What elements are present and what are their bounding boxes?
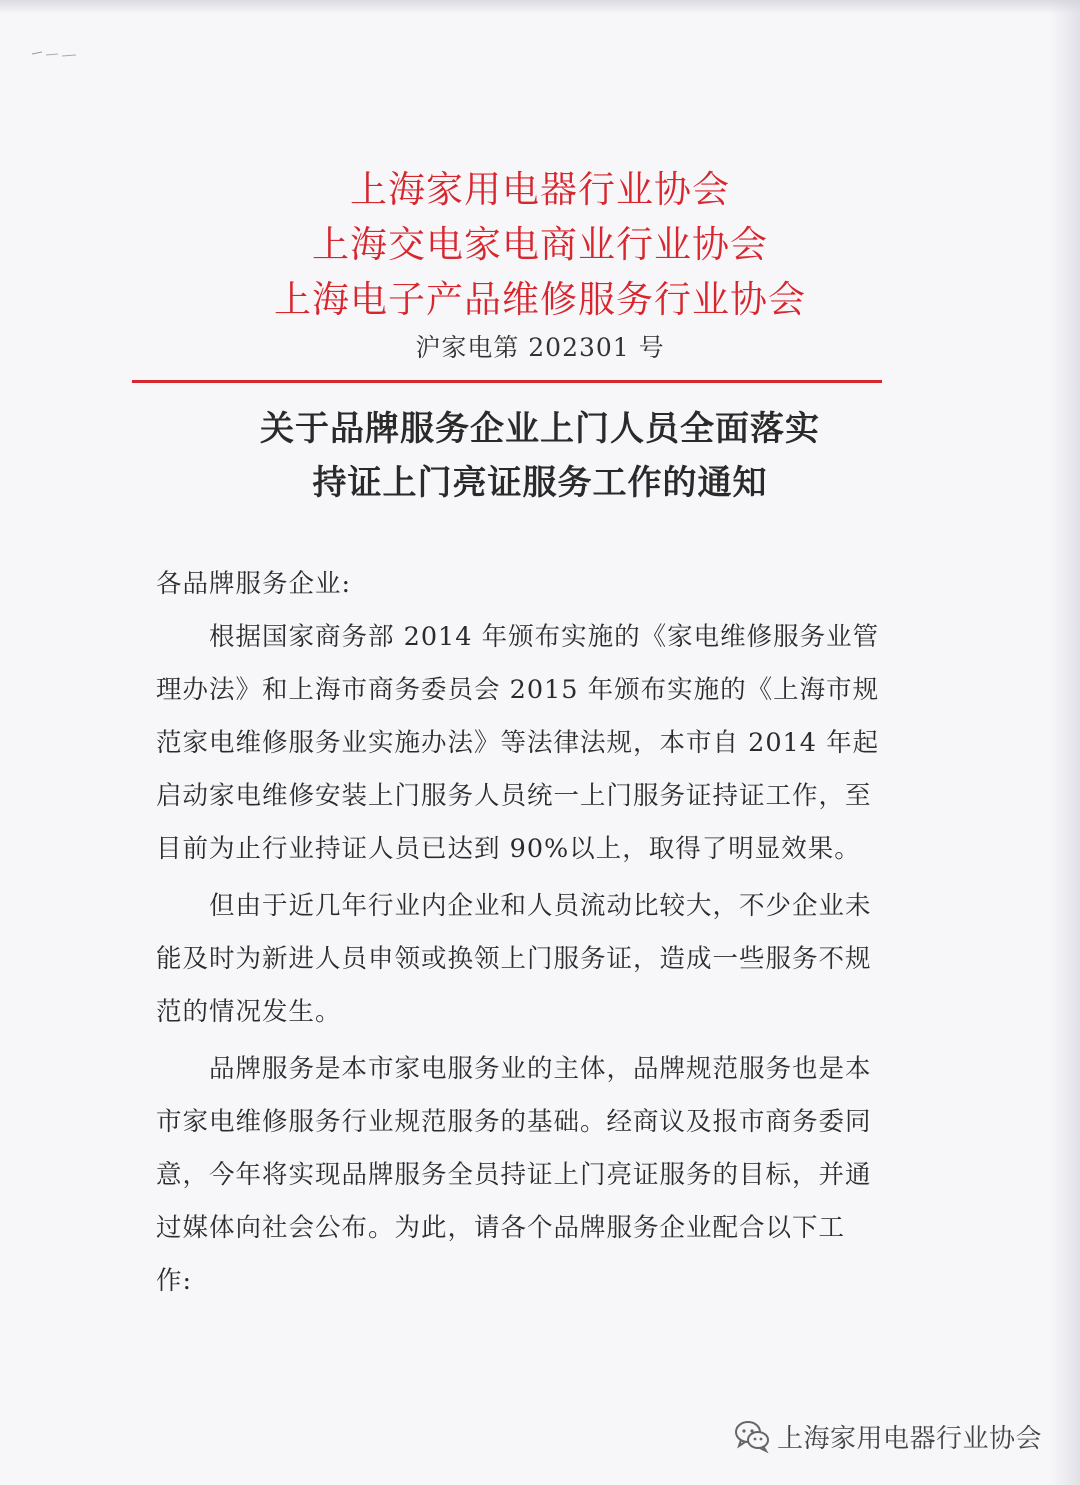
salutation: 各品牌服务企业: [156,569,352,599]
scan-mark-decoration [30,40,90,70]
paragraph-line: 启动家电维修安装上门服务人员统一上门服务证持证工作，至 [156,781,872,811]
paragraph-line: 范的情况发生。 [156,997,342,1027]
scan-edge-top [0,0,1080,14]
paragraph-line: 过媒体向社会公布。为此，请各个品牌服务企业配合以下工 [156,1213,846,1243]
organization-name: 上海电子产品维修服务行业协会 [274,278,806,321]
paragraph-line: 能及时为新进人员申领或换领上门服务证，造成一些服务不规 [156,944,872,974]
organization-name: 上海交电家电商业行业协会 [312,223,768,266]
title-line: 关于品牌服务企业上门人员全面落实 [260,409,820,449]
paragraph-line: 市家电维修服务行业规范服务的基础。经商议及报市商务委同 [156,1107,872,1137]
paragraph-line: 但由于近几年行业内企业和人员流动比较大，不少企业未 [156,891,872,921]
organization-name: 上海家用电器行业协会 [350,168,730,211]
document-number: 沪家电第 202301 号 [415,333,665,362]
title-line: 持证上门亮证服务工作的通知 [312,463,768,503]
red-divider [132,380,882,383]
paragraph-line: 作: [156,1266,193,1296]
notice-title [0,402,1080,510]
paragraph-line: 范家电维修服务业实施办法》等法律法规，本市自 2014 年起 [156,728,880,758]
paragraph-line: 目前为止行业持证人员已达到 90%以上，取得了明显效果。 [156,834,861,864]
account-name: 上海家用电器行业协会 [777,1423,1043,1454]
paragraph-line: 理办法》和上海市商务委员会 2015 年颁布实施的《上海市规 [156,675,880,705]
paragraph-line: 意，今年将实现品牌服务全员持证上门亮证服务的目标，并通 [156,1160,872,1190]
paragraph-line: 根据国家商务部 2014 年颁布实施的《家电维修服务业管 [156,622,880,652]
notice-body [156,558,896,1308]
letterhead-organizations [0,162,1080,327]
wechat-account-watermark [733,1416,1042,1456]
paragraph-line: 品牌服务是本市家电服务业的主体，品牌规范服务也是本 [156,1054,872,1084]
wechat-icon [733,1417,771,1455]
